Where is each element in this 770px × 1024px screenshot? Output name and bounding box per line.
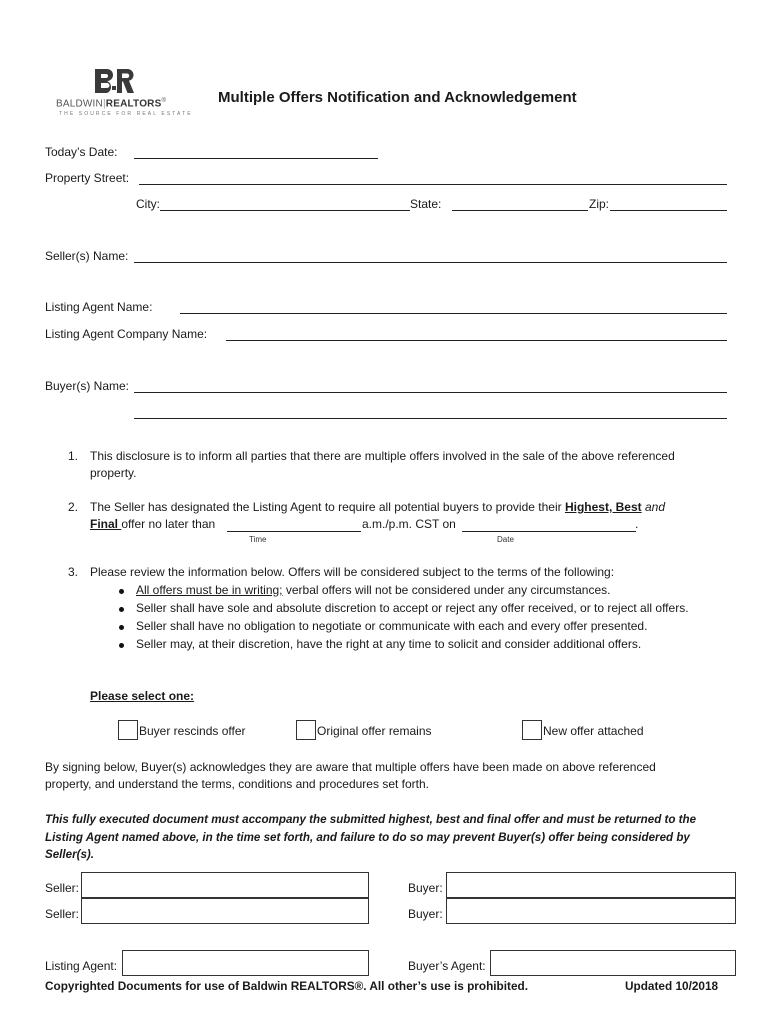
page-title: Multiple Offers Notification and Acknowledgement (218, 89, 577, 106)
acknowledgement-line-2: property, and understand the terms, conditions and procedures set forth. (45, 777, 429, 791)
buyer-1-label: Buyer: (408, 881, 443, 895)
bullet-icon (119, 607, 124, 612)
am-pm-cst-label: a.m./p.m. CST on (362, 517, 456, 531)
listing-agent-label: Listing Agent: (45, 959, 118, 973)
listing-agent-company-field[interactable] (226, 340, 727, 341)
item-2-text-line-1: The Seller has designated the Listing Agent to require all potential buyers to provide their Highest, Best and (90, 500, 666, 514)
bullet-3-text: Seller shall have no obligation to negotiate or communicate with each and every offer presented. (136, 619, 648, 633)
item-2-period: . (635, 517, 639, 531)
todays-date-label: Today’s Date: (45, 145, 118, 159)
original-offer-checkbox[interactable] (296, 720, 316, 740)
buyers-agent-signature-field[interactable] (490, 950, 736, 976)
sellers-name-field[interactable] (134, 262, 727, 263)
highest-best-text: Highest, Best (564, 500, 642, 514)
zip-label: Zip: (589, 197, 610, 211)
notice-line-1: This fully executed document must accompany the submitted highest, best and final offer and must be returned to the (45, 813, 697, 826)
item-2-number: 2. (68, 500, 79, 514)
item-1-text-line-1: This disclosure is to inform all parties that there are multiple offers involved in the sale of the above referenced (90, 449, 675, 463)
item-2-text-line-2: Final offer no later than (90, 517, 216, 531)
updated-date: Updated 10/2018 (625, 979, 719, 993)
bullet-icon (119, 625, 124, 630)
listing-agent-signature-field[interactable] (122, 950, 369, 976)
sellers-name-label: Seller(s) Name: (45, 249, 129, 263)
listing-agent-name-field[interactable] (180, 313, 727, 314)
seller-2-signature-field[interactable] (81, 898, 369, 924)
time-caption: Time (249, 535, 267, 544)
state-field[interactable] (452, 210, 588, 211)
offer-date-field[interactable] (462, 531, 636, 532)
original-offer-label: Original offer remains (317, 724, 432, 738)
buyer-rescinds-checkbox[interactable] (118, 720, 138, 740)
city-label: City: (136, 197, 160, 211)
buyer-rescinds-label: Buyer rescinds offer (139, 724, 246, 738)
state-label: State: (410, 197, 442, 211)
notice-line-2: Listing Agent named above, in the time set forth, and failure to do so may prevent Buyer(s) offer being considered by (45, 831, 690, 844)
br-logo-mark-icon (93, 68, 135, 94)
logo-wordmark: BALDWIN|REALTORS® (56, 98, 167, 110)
buyers-name-label: Buyer(s) Name: (45, 379, 130, 393)
buyers-name-field[interactable] (134, 392, 727, 393)
item-3-intro: Please review the information below. Offers will be considered subject to the terms of the following: (90, 565, 615, 579)
select-one-heading: Please select one: (90, 689, 195, 703)
listing-agent-name-label: Listing Agent Name: (45, 300, 153, 314)
seller-1-label: Seller: (45, 881, 80, 895)
new-offer-label: New offer attached (543, 724, 644, 738)
bullet-2-text: Seller shall have sole and absolute discretion to accept or reject any offer received, or to reject all offers. (136, 601, 689, 615)
bullet-1-text: All offers must be in writing; verbal offers will not be considered under any circumstances. (136, 583, 611, 597)
item-3-number: 3. (68, 565, 79, 579)
property-street-label: Property Street: (45, 171, 130, 185)
bullet-icon (119, 643, 124, 648)
notice-line-3: Seller(s). (45, 848, 94, 861)
copyright-notice: Copyrighted Documents for use of Baldwin REALTORS®. All other’s use is prohibited. (45, 979, 529, 993)
buyer-1-signature-field[interactable] (446, 872, 736, 898)
property-street-field[interactable] (139, 184, 727, 185)
listing-agent-company-label: Listing Agent Company Name: (45, 327, 208, 341)
date-caption: Date (497, 535, 514, 544)
buyers-name-field-2[interactable] (134, 418, 727, 419)
acknowledgement-line-1: By signing below, Buyer(s) acknowledges they are aware that multiple offers have been made on above referenced (45, 760, 656, 774)
seller-1-signature-field[interactable] (81, 872, 369, 898)
buyer-2-label: Buyer: (408, 907, 443, 921)
final-text: Final (90, 517, 122, 531)
item-1-text-line-2: property. (90, 466, 137, 480)
city-field[interactable] (160, 210, 410, 211)
logo-tagline: THE SOURCE FOR REAL ESTATE (59, 111, 193, 117)
seller-2-label: Seller: (45, 907, 80, 921)
item-1-number: 1. (68, 449, 79, 463)
offer-time-field[interactable] (227, 531, 361, 532)
buyer-2-signature-field[interactable] (446, 898, 736, 924)
todays-date-field[interactable] (134, 158, 378, 159)
buyers-agent-label: Buyer’s Agent: (408, 959, 486, 973)
zip-field[interactable] (610, 210, 727, 211)
new-offer-checkbox[interactable] (522, 720, 542, 740)
bullet-icon (119, 589, 124, 594)
bullet-4-text: Seller may, at their discretion, have the right at any time to solicit and consider additional offers. (136, 637, 642, 651)
